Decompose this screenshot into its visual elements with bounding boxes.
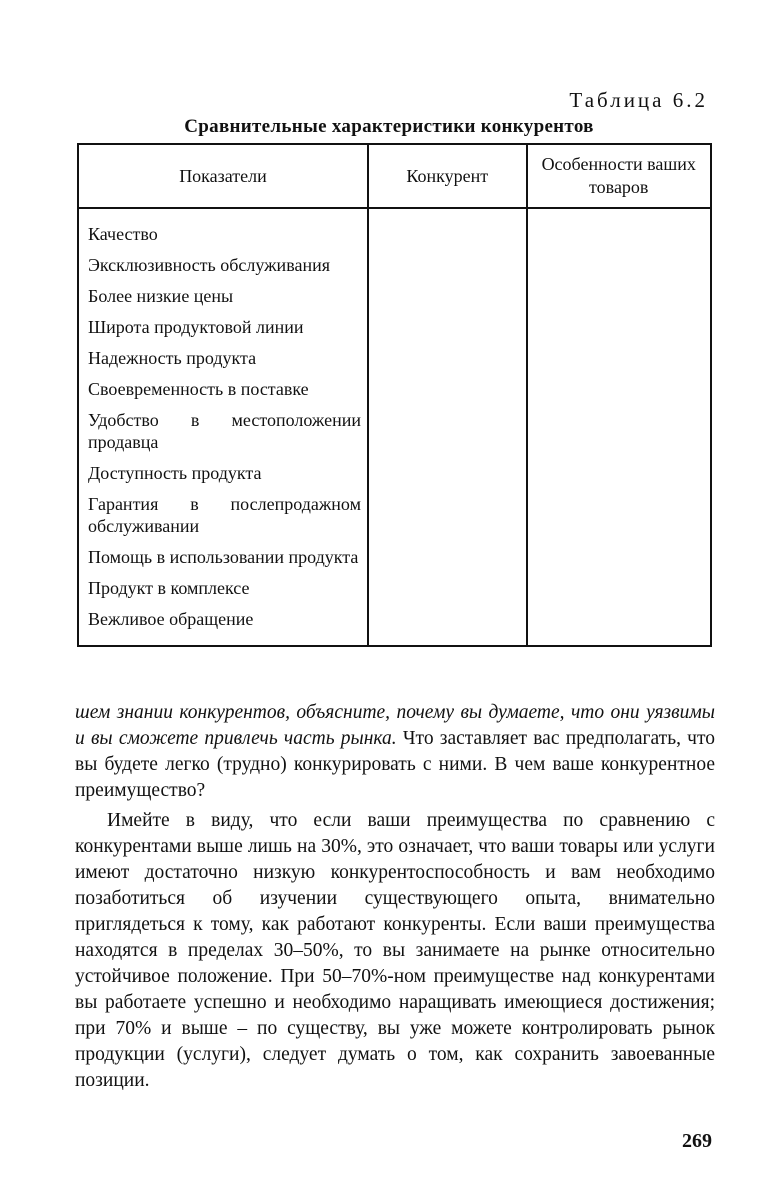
indicators-cell [78,208,368,646]
indicator-item: Продукт в комплексе [88,578,250,598]
indicator-item: Удобство в местоположении продавца [88,410,361,452]
header-indicators: Показатели [78,144,368,208]
indicator-item: Надежность продукта [88,348,257,368]
indicator-item: Гарантия в послепродажном обслуживании [88,494,361,536]
paragraph-2: Имейте в виду, что если ваши преимущества по сравнению с конкурентами выше лишь на 30%, это означает, что ваши товары или услуги имеют достаточно низкую конкурентоспособность и вам необходимо позаботиться об изучении существующего опыта, внимательно приглядеться к тому, как работают конкуренты. Если ваши преимущества находятся в пределах 30–50%, то вы занимаете на рынке относительно устойчивое положение. При 50–70%-ном преимуществе над конкурентами вы работаете успешно и необходимо наращивать имеющиеся достижения; при 70% и выше – по существу, вы уже можете контролировать рынок продукции (услуги), следует думать о том, как сохранить завоеванные позиции. [75,810,715,1091]
competitor-cell-empty [368,208,527,646]
indicator-item: Качество [88,224,158,244]
table-title: Сравнительные характеристики конкурентов [184,116,594,137]
header-competitor: Конкурент [368,144,527,208]
indicator-item: Своевременность в поставке [88,379,309,399]
paragraph-1-italic: шем знании конкурентов, объясните, почему вы думаете, что они уязвимы и вы сможете привлечь часть рынка. [75,702,715,749]
indicator-item: Вежливое обращение [88,609,254,629]
competitor-comparison-table [77,143,712,647]
page-number: 269 [682,1130,712,1152]
your-products-cell-empty [527,208,712,646]
paragraph-1-text: Что заставляет вас предполагать, что вы будете легко (трудно) конкурировать с ними. В чем ваше конкурентное преимущество? [75,728,715,801]
indicator-list [79,209,367,645]
indicator-item: Эксклюзивность обслуживания [88,255,330,275]
table-header-row [78,144,711,208]
indicator-item: Более низкие цены [88,286,234,306]
indicator-item: Доступность продукта [88,463,262,483]
body-text [75,700,715,1094]
indicator-item: Широта продуктовой линии [88,317,304,337]
header-your-products: Особенности ваших товаров [527,144,712,208]
table-label: Таблица 6.2 [569,88,708,112]
indicator-item: Помощь в использовании продукта [88,547,359,567]
table-body-row [78,208,711,646]
paragraph-1 [75,700,715,804]
